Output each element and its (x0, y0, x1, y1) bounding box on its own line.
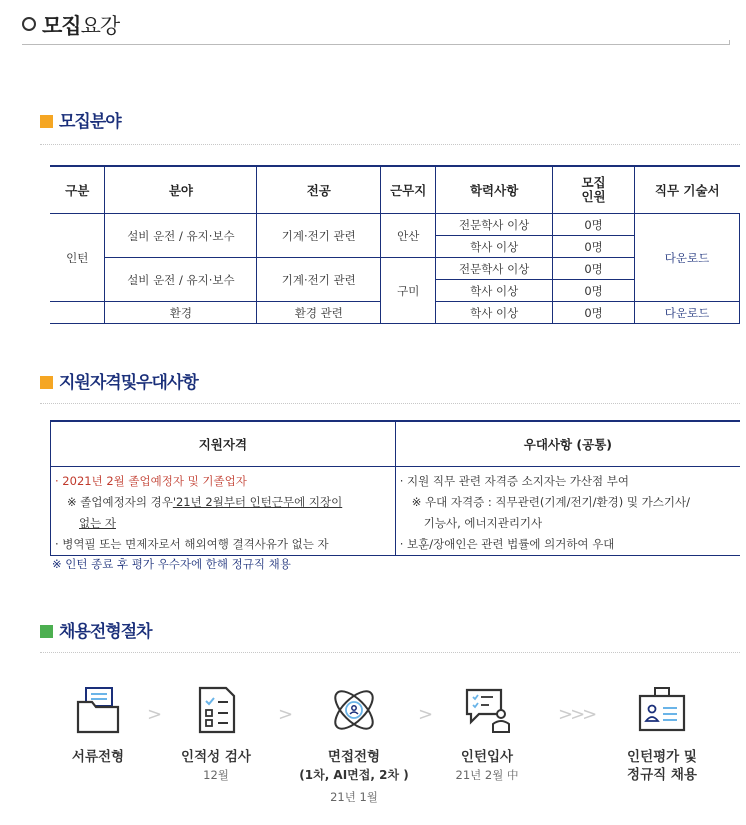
header-count: 모집 인원 (553, 166, 635, 214)
section-heading-label: 지원자격및우대사항 (59, 373, 198, 393)
step-label: 서류전형 (71, 749, 125, 765)
note-underlined: '21년 2월부터 인턴근무에 지장이 (172, 495, 343, 509)
field-cell: 환경 (105, 302, 257, 324)
table-header-row (51, 421, 741, 467)
header-location: 근무지 (381, 166, 436, 214)
header-qualifications: 지원자격 (51, 421, 396, 467)
step-date: 21년 2월 中 (455, 768, 519, 782)
qualification-line: · 병역필 또는 면제자로서 해외여행 결격사유가 없는 자 (55, 537, 329, 551)
count-cell: 0명 (553, 280, 635, 302)
table-row (50, 214, 740, 236)
count-cell: 0명 (553, 258, 635, 280)
step-label: 면접전형 (327, 749, 381, 765)
preferences-cell (395, 467, 740, 556)
header-job-description: 직무 기술서 (635, 166, 740, 214)
step-date: 12월 (203, 768, 229, 782)
circle-icon (22, 17, 36, 31)
header-preferences: 우대사항 (공통) (395, 421, 740, 467)
category-cell: 인턴 (50, 214, 105, 302)
process-step (612, 684, 712, 784)
header-major: 전공 (257, 166, 381, 214)
step-label: 인턴입사 (460, 749, 514, 765)
major-cell: 환경 관련 (257, 302, 381, 324)
process-step (294, 684, 414, 806)
education-cell: 학사 이상 (436, 280, 553, 302)
folder-icon (72, 684, 124, 736)
process-step (442, 684, 532, 784)
preference-note: ※ 우대 자격증 : 직무관련(기계/전기/환경) 및 가스기사/ (411, 495, 690, 509)
section-heading-process (40, 617, 152, 642)
orange-square-icon (40, 376, 53, 389)
preference-line: · 보훈/장애인은 관련 법률에 의거하여 우대 (399, 537, 615, 551)
education-cell: 학사 이상 (436, 302, 553, 324)
process-step (58, 684, 138, 766)
major-cell: 기계·전기 관련 (257, 258, 381, 302)
checklist-icon (190, 684, 242, 736)
process-step (171, 684, 261, 784)
section-heading-recruit (40, 107, 121, 132)
qualification-table (50, 420, 740, 556)
location-cell: 구미 (381, 258, 436, 324)
count-cell: 0명 (553, 214, 635, 236)
chevron-right-icon: > (147, 704, 163, 725)
green-square-icon (40, 625, 53, 638)
table-row (51, 467, 741, 556)
education-cell: 학사 이상 (436, 236, 553, 258)
download-link[interactable]: 다운로드 (635, 302, 740, 324)
interview-icon (328, 684, 380, 736)
location-cell: 안산 (381, 214, 436, 258)
chevron-right-icon: > (278, 704, 294, 725)
dotted-divider (40, 403, 740, 404)
chat-person-icon (461, 684, 513, 736)
category-cell-empty (50, 302, 105, 324)
field-cell: 설비 운전 / 유지·보수 (105, 214, 257, 258)
id-card-icon (635, 684, 689, 736)
qualification-line: · 2021년 2월 졸업예정자 및 기졸업자 (55, 474, 247, 488)
section-heading-label: 모집분야 (59, 112, 121, 132)
step-date: 21년 1월 (330, 790, 378, 804)
page-title-rest: 요강 (80, 14, 120, 38)
preference-line: · 지원 직무 관련 자격증 소지자는 가산점 부여 (399, 474, 629, 488)
count-cell: 0명 (553, 302, 635, 324)
title-divider (22, 44, 730, 45)
page-title-bold: 모집 (42, 14, 81, 38)
chevron-right-icon: > (418, 704, 434, 725)
major-cell: 기계·전기 관련 (257, 214, 381, 258)
table-header-row (50, 166, 740, 214)
dotted-divider (40, 144, 740, 145)
education-cell: 전문학사 이상 (436, 258, 553, 280)
education-cell: 전문학사 이상 (436, 214, 553, 236)
download-link[interactable]: 다운로드 (635, 214, 740, 302)
step-label: 인적성 검사 (181, 749, 251, 765)
preference-note-cont: 기능사, 에너지관리기사 (423, 516, 543, 530)
note-prefix: ※ 졸업예정자의 경우 (67, 495, 173, 509)
orange-square-icon (40, 115, 53, 128)
step-label-cont: 정규직 채용 (627, 767, 697, 783)
recruit-table (50, 165, 740, 324)
section-heading-label: 채용전형절차 (59, 622, 152, 642)
qualifications-cell (51, 467, 396, 556)
header-category: 구분 (50, 166, 105, 214)
notice-text: ※ 인턴 종료 후 평가 우수자에 한해 정규직 채용 (52, 557, 291, 571)
dotted-divider (40, 652, 740, 653)
page-title (22, 10, 119, 40)
step-label: 인턴평가 및 (627, 749, 697, 765)
field-cell: 설비 운전 / 유지·보수 (105, 258, 257, 302)
header-education: 학력사항 (436, 166, 553, 214)
qualification-note-cont: 없는 자 (79, 516, 116, 530)
section-heading-qualify (40, 368, 198, 393)
step-label-detail: (1차, AI면접, 2차 ) (299, 768, 409, 782)
qualification-note (55, 492, 395, 513)
triple-chevron-icon: >>> (558, 704, 595, 725)
header-field: 분야 (105, 166, 257, 214)
count-cell: 0명 (553, 236, 635, 258)
